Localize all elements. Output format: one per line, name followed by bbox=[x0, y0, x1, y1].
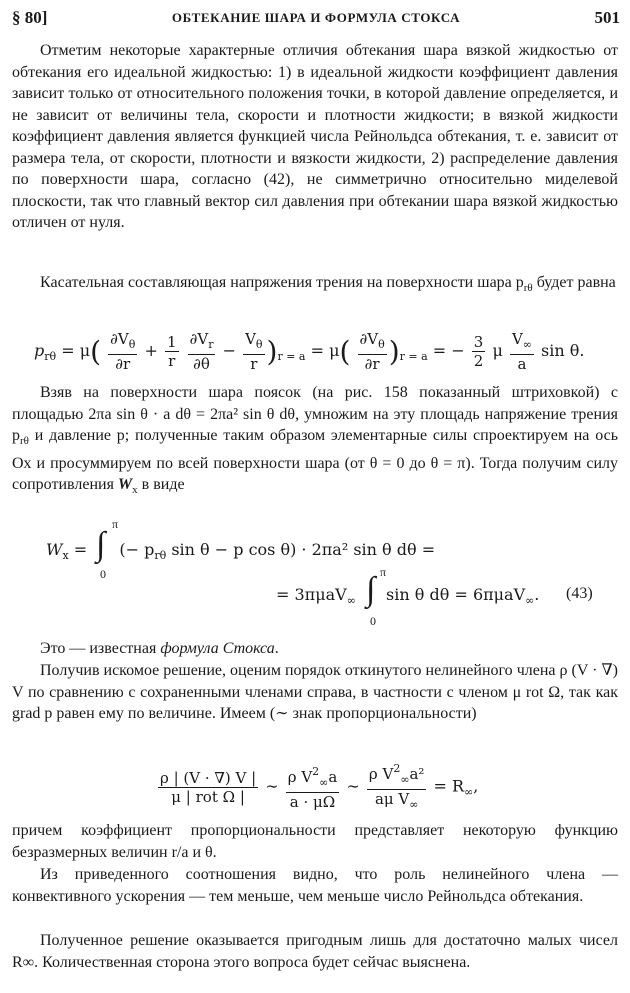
paragraph-8-text: Полученное решение оказывается пригодным лишь для достаточно малых чисел R∞. Количественная сторона этого вопроса будет сейчас выяснена. bbox=[12, 932, 618, 971]
paragraph-3-text: Взяв на поверхности шара поясок (на рис. 158 показанный штриховкой) с площадью 2πa sin θ · a dθ = 2πa² sin θ dθ, умножим на эту площадь напряжение трения p bbox=[12, 384, 618, 444]
equation-shear-stress bbox=[34, 330, 584, 373]
section-number: § 80] bbox=[12, 8, 48, 27]
eq1-frac-5 bbox=[358, 330, 387, 373]
eq1-frac-1 bbox=[108, 330, 137, 373]
eq1-paren2-close: ) bbox=[388, 335, 400, 368]
eq3-frac-3-den-sub: ∞ bbox=[409, 798, 419, 811]
eq1-frac-3-sub: r bbox=[208, 338, 214, 351]
eq1-frac-3 bbox=[188, 330, 216, 373]
eq2-upper-limit-2: π bbox=[380, 565, 387, 579]
paragraph-4 bbox=[12, 638, 618, 660]
eq1-mu: = μ bbox=[61, 341, 91, 360]
eq1-frac-4-num: V bbox=[245, 330, 256, 348]
paragraph-3-subscript: rθ bbox=[20, 435, 29, 447]
paragraph-2-end: будет равна bbox=[532, 274, 616, 291]
eq3-frac-1-num: ρ | (V · ∇) V | bbox=[160, 768, 257, 787]
paragraph-2-text: Касательная составляющая напряжения трения на поверхности шара p bbox=[40, 274, 524, 291]
paragraph-3-tail: в виде bbox=[137, 476, 185, 493]
eq1-coef-den: 2 bbox=[473, 352, 484, 370]
eq2-line2-sub: ∞ bbox=[346, 594, 356, 607]
eq2-line2-end: . bbox=[534, 585, 540, 604]
eq1-frac-2-num: 1 bbox=[166, 333, 177, 351]
eq2-lower-limit-2: 0 bbox=[370, 614, 376, 628]
eq3-frac-2-num: ρ V bbox=[287, 768, 313, 786]
paragraph-5-text: Получив искомое решение, оценим порядок откинутого нелинейного члена ρ (V · ∇) V по сравнению с сохраненными членами справа, в частности с членом μ rot Ω, так как grad p равен ему по величине. Имеем (∼ знак пропорциональности) bbox=[12, 662, 618, 722]
eq3-frac-2-den: a · μΩ bbox=[289, 793, 336, 811]
eq2-line2-rest: sin θ dθ = 6πμaV bbox=[386, 585, 526, 604]
paragraph-2-subscript: rθ bbox=[523, 282, 533, 294]
eq2-lhs-sub: x bbox=[62, 549, 69, 562]
eq1-lhs: p bbox=[34, 341, 45, 360]
eq2-lhs: W bbox=[46, 540, 63, 559]
eq1-frac-1-den: ∂r bbox=[115, 355, 131, 373]
eq2-lower-limit-1: 0 bbox=[100, 567, 106, 581]
eq3-frac-3-sup: 2 bbox=[393, 762, 401, 775]
eq3-frac-2-sup: 2 bbox=[312, 765, 320, 778]
eq2-eq: = bbox=[73, 540, 88, 559]
page-number: 501 bbox=[594, 8, 620, 27]
eq1-frac-5-sub: θ bbox=[378, 338, 385, 351]
paragraph-8 bbox=[12, 930, 618, 973]
eq3-frac-3-den: aμ V bbox=[374, 790, 410, 808]
eq1-frac-5-den: ∂r bbox=[364, 355, 380, 373]
eq1-frac-4 bbox=[243, 330, 264, 373]
eq3-frac-2 bbox=[286, 763, 340, 811]
eq1-minus: − bbox=[222, 341, 236, 360]
eq3-frac-1 bbox=[158, 769, 258, 806]
eq1-eq3: = − bbox=[432, 341, 465, 360]
eq1-frac-2 bbox=[165, 333, 179, 370]
eq1-frac-v-den: a bbox=[517, 355, 527, 373]
paragraph-4-pre: Это — известная bbox=[40, 640, 161, 657]
eq2-integrand: (− p bbox=[119, 540, 155, 559]
paragraph-1-text: Отметим некоторые характерные отличия обтекания шара вязкой жидкостью от обтекания его идеальной жидкостью: 1) в идеальной жидкости коэффициент давления зависит только от относительного положения точки, в которой давление определяется, и не зависит от величины тела, скорости и плотности жидкости; в вязкой жидкости коэффициент давления является функцией числа Рейнольдса обтекания, т. е. зависит от размера тела, от скорости, плотности и вязкости жидкости, 2) распределение давления по поверхности шара, согласно (42), не симметрично относительно миделевой плоскости, так что главный вектор сил давления при обтекании шара вязкой жидкостью отличен от нуля. bbox=[12, 42, 618, 231]
eq1-frac-1-num: ∂V bbox=[110, 330, 129, 348]
eq3-sim-1: ∼ bbox=[265, 776, 279, 796]
eq1-frac-2-den: r bbox=[168, 352, 176, 370]
eq2-integrand-sub: rθ bbox=[154, 549, 167, 562]
eq3-frac-3-num-end: a² bbox=[409, 765, 425, 783]
eq1-frac-3-den: ∂θ bbox=[193, 355, 210, 373]
eq3-frac-3 bbox=[367, 760, 427, 814]
eq3-result: = R bbox=[433, 776, 465, 796]
paragraph-5 bbox=[12, 660, 618, 725]
eq1-plus: + bbox=[144, 341, 158, 360]
eq1-eval-1: r = a bbox=[277, 350, 306, 363]
eq2-line-2 bbox=[276, 585, 539, 607]
paragraph-7 bbox=[12, 864, 618, 907]
eq1-frac-v bbox=[510, 330, 534, 373]
paragraph-3-W-sub: x bbox=[132, 484, 138, 496]
paragraph-6 bbox=[12, 820, 618, 863]
eq3-frac-3-num: ρ V bbox=[368, 765, 394, 783]
eq1-coef bbox=[472, 333, 486, 370]
eq1-frac-3-num: ∂V bbox=[189, 330, 209, 348]
paragraph-3 bbox=[12, 382, 618, 502]
eq1-eval-2: r = a bbox=[399, 350, 428, 363]
paragraph-6-text: причем коэффициент пропорциональности представляет некоторую функцию безразмерных величин r/a и θ. bbox=[12, 822, 618, 861]
running-title: ОБТЕКАНИЕ ШАРА И ФОРМУЛА СТОКСА bbox=[171, 10, 461, 25]
paragraph-3-mid: и давление p; полученные таким образом элементарные силы спроектируем на ось Ox и просуммируем по всей поверхности шара (от θ = 0 до θ = π). Тогда получим силу сопротивления bbox=[12, 427, 618, 493]
eq1-frac-v-num: V bbox=[511, 330, 523, 348]
eq3-result-sub: ∞ bbox=[464, 785, 474, 799]
eq2-line2-sub2: ∞ bbox=[525, 594, 535, 607]
eq2-integral-sign-1: ∫ bbox=[96, 526, 106, 563]
eq1-frac-5-num: ∂V bbox=[359, 330, 379, 348]
eq1-lhs-sub: rθ bbox=[44, 350, 57, 363]
eq1-mu2: μ bbox=[492, 341, 503, 360]
eq2-number: (43) bbox=[566, 585, 593, 602]
paragraph-4-post: . bbox=[274, 640, 279, 657]
paragraph-1 bbox=[12, 40, 618, 234]
eq1-frac-1-sub: θ bbox=[128, 338, 136, 351]
eq1-frac-4-sub: θ bbox=[255, 338, 263, 351]
eq1-paren-close: ) bbox=[266, 335, 278, 368]
eq3-frac-2-num-end: a bbox=[328, 768, 338, 786]
eq1-frac-4-den: r bbox=[250, 355, 258, 373]
eq1-paren-open: ( bbox=[90, 335, 102, 368]
eq3-frac-2-sub: ∞ bbox=[319, 776, 329, 789]
eq1-eq2: = μ bbox=[310, 341, 340, 360]
eq2-line2-pre: = 3πμaV bbox=[276, 585, 347, 604]
eq1-tail: sin θ. bbox=[541, 341, 585, 360]
eq2-integral-sign-2: ∫ bbox=[366, 571, 376, 608]
eq2-upper-limit-1: π bbox=[112, 517, 119, 531]
eq1-coef-num: 3 bbox=[473, 333, 484, 351]
eq3-frac-1-den: μ | rot Ω | bbox=[171, 787, 245, 806]
running-header bbox=[12, 8, 620, 32]
eq1-paren2-open: ( bbox=[339, 335, 351, 368]
paragraph-4-italic: формула Стокса bbox=[160, 640, 275, 657]
eq3-result-end: , bbox=[473, 776, 479, 796]
eq1-frac-v-sub: ∞ bbox=[522, 338, 532, 351]
eq3-frac-3-sub: ∞ bbox=[400, 773, 410, 786]
paragraph-7-text: Из приведенного соотношения видно, что роль нелинейного члена — конвективного ускорения — тем меньше, чем меньше число Рейнольдса обтекания. bbox=[12, 866, 618, 905]
paragraph-2 bbox=[12, 272, 618, 300]
equation-order-estimate bbox=[156, 760, 478, 814]
eq2-integrand-rest: sin θ − p cos θ) · 2πa² sin θ dθ = bbox=[166, 540, 436, 559]
eq3-sim-2: ∼ bbox=[346, 776, 360, 796]
paragraph-3-W: W bbox=[117, 476, 133, 493]
